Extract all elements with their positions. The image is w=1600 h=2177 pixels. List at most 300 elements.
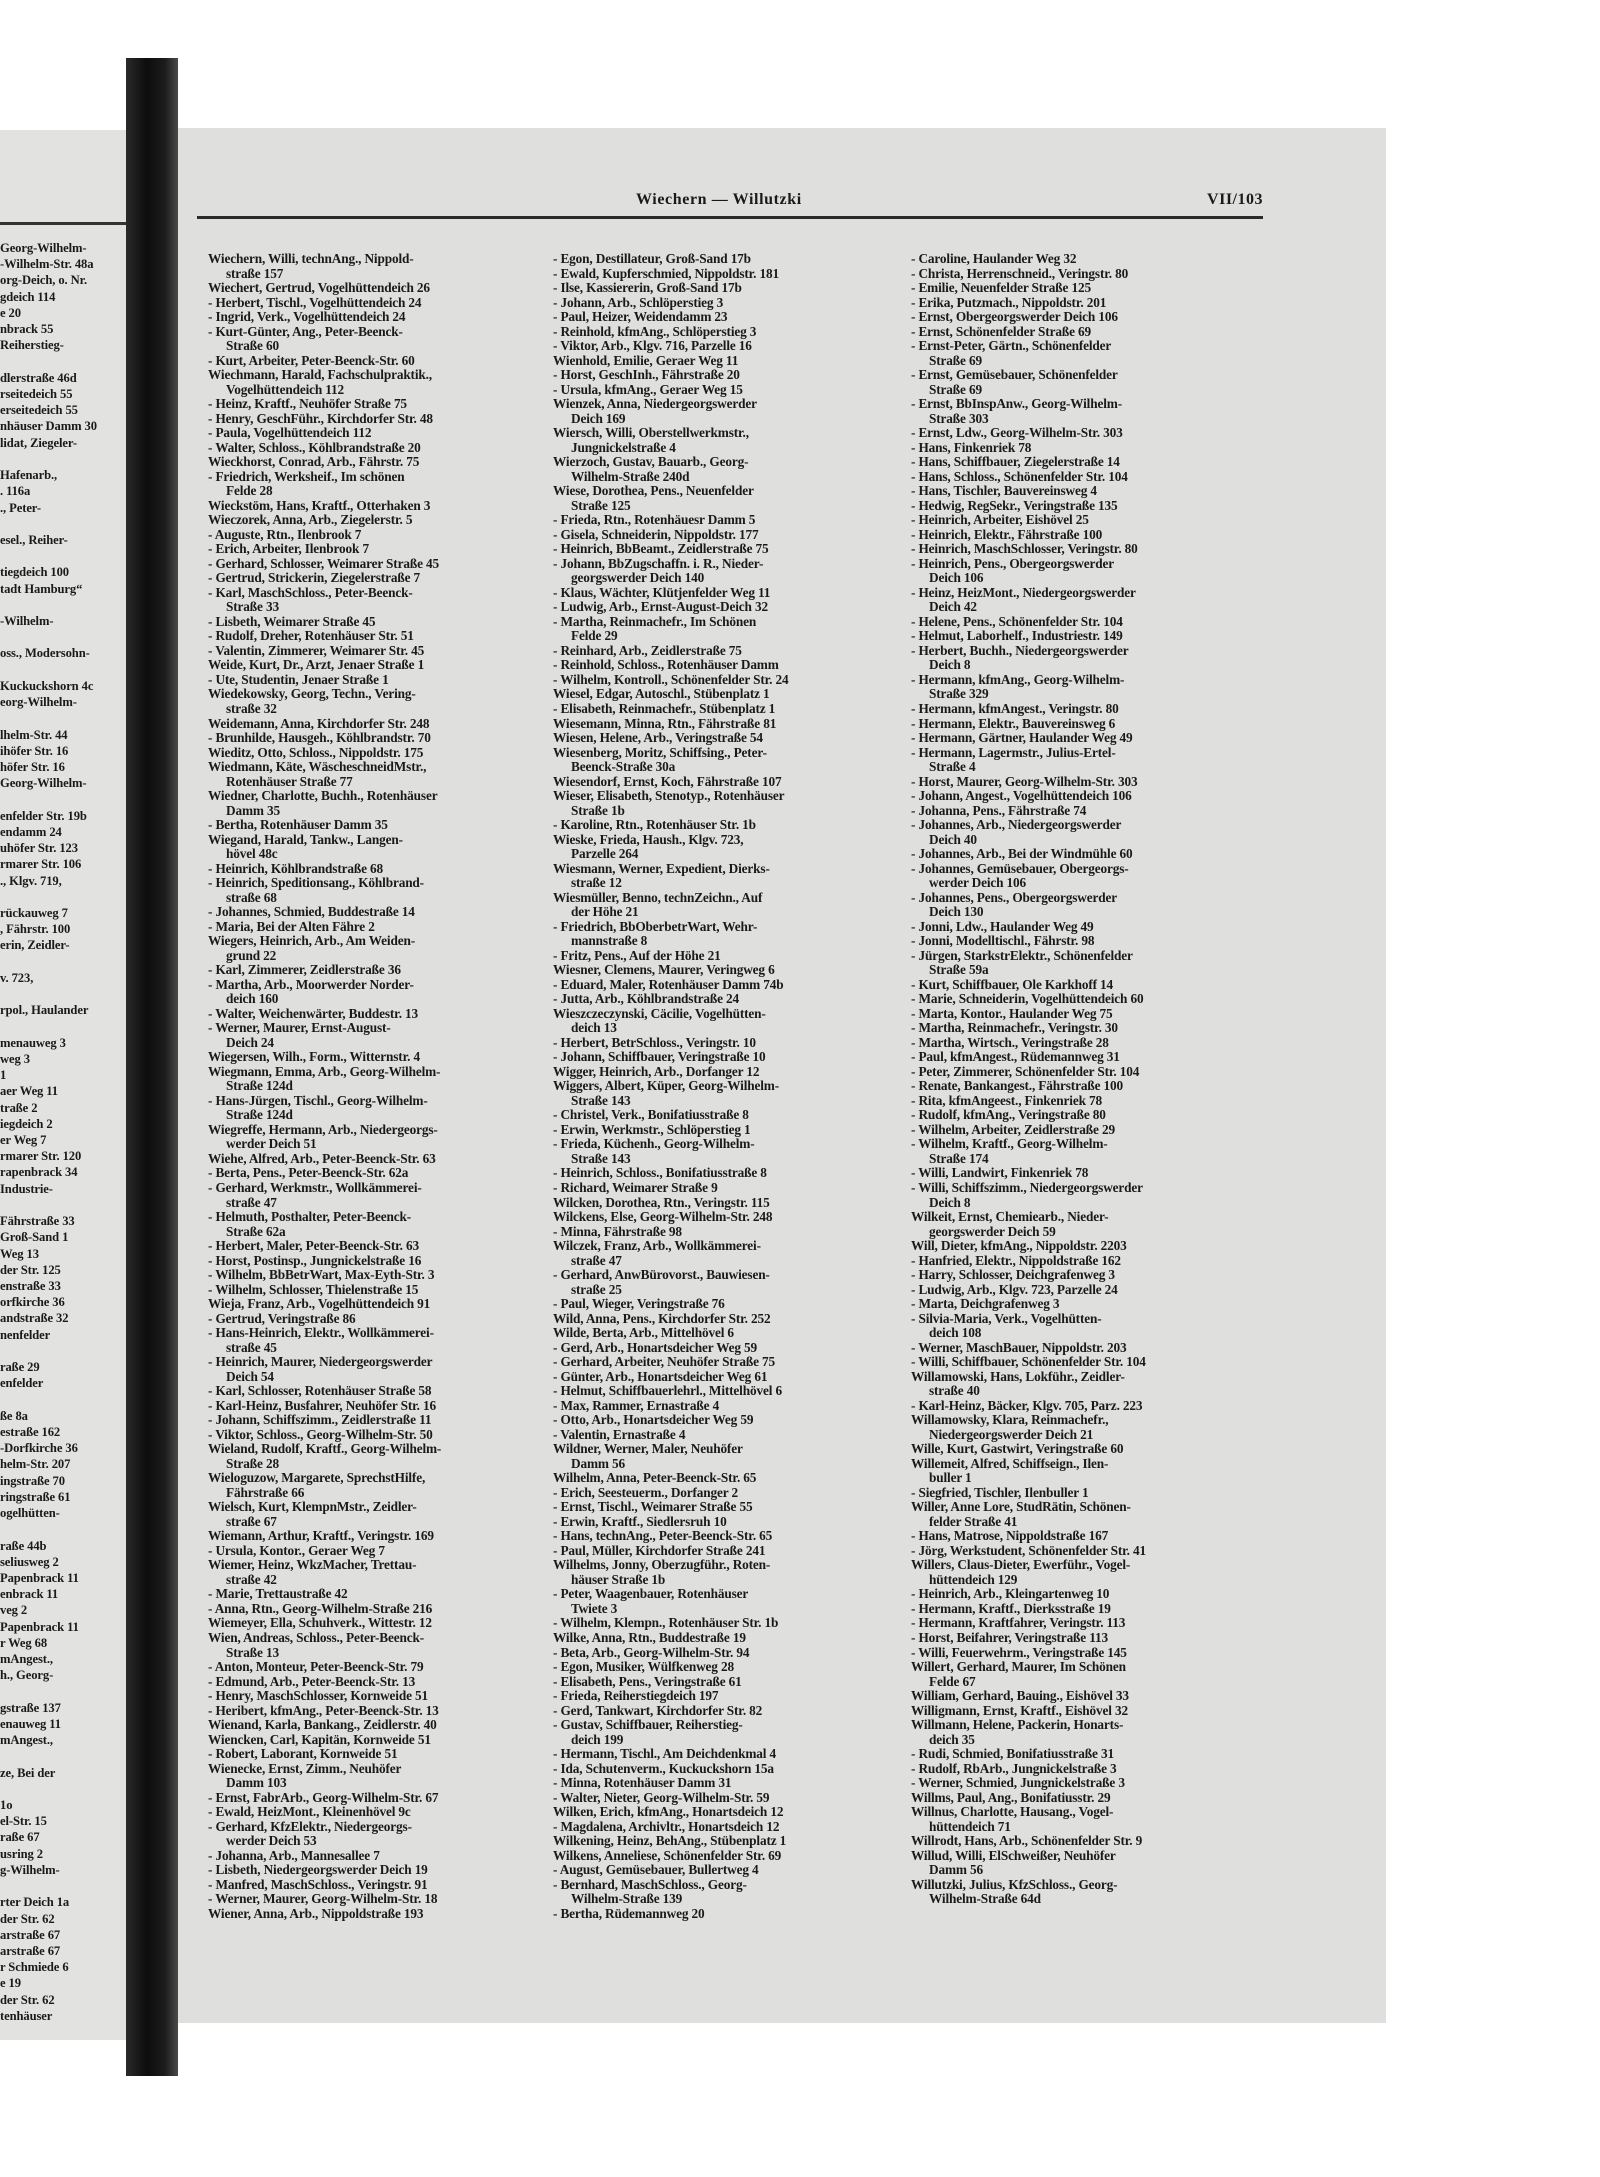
directory-entry-line: - Helmut, Laborhelf., Industriestr. 149 bbox=[911, 628, 1123, 644]
directory-entry-line: Willer, Anne Lore, StudRätin, Schönen- bbox=[911, 1499, 1131, 1515]
directory-entry-line: - Wilhelm, Klempn., Rotenhäuser Str. 1b bbox=[553, 1615, 779, 1631]
left-fragment-line: dlerstraße 46d bbox=[0, 370, 77, 385]
directory-entry-line: - Lisbeth, Weimarer Straße 45 bbox=[208, 613, 376, 629]
directory-entry-line: - Viktor, Schloss., Georg-Wilhelm-Str. 50 bbox=[208, 1426, 433, 1442]
left-fragment-line: erseitedeich 55 bbox=[0, 403, 78, 418]
left-fragment-line: arstraße 67 bbox=[0, 1943, 61, 1958]
entry-continuation-line: Deich 8 bbox=[929, 1194, 971, 1210]
directory-entry-line: - Martha, Reinmachefr., Im Schönen bbox=[553, 613, 757, 629]
directory-entry-line: - Rudolf, RbArb., Jungnickelstraße 3 bbox=[911, 1760, 1117, 1776]
directory-entry-line: - Ernst, Tischl., Weimarer Straße 55 bbox=[553, 1499, 753, 1515]
left-fragment-line: Groß-Sand 1 bbox=[0, 1230, 69, 1245]
entry-continuation-line: felder Straße 41 bbox=[929, 1513, 1018, 1529]
directory-entry-line: - Reinhold, Schloss., Rotenhäuser Damm bbox=[553, 657, 779, 673]
directory-entry-line: - Silvia-Maria, Verk., Vogelhütten- bbox=[911, 1310, 1102, 1326]
left-fragment-line: ogelhütten- bbox=[0, 1506, 60, 1521]
directory-entry-line: - Siegfried, Tischler, Ilenbuller 1 bbox=[911, 1484, 1089, 1500]
left-fragment-line: ze, Bei der bbox=[0, 1765, 56, 1780]
directory-entry-line: Willers, Claus-Dieter, Ewerführ., Vogel- bbox=[911, 1557, 1131, 1573]
directory-entry-line: - Heinrich, Köhlbrandstraße 68 bbox=[208, 860, 384, 876]
directory-entry-line: Wieszczeczynski, Cäcilie, Vogelhütten- bbox=[553, 1005, 766, 1021]
left-fragment-line: estraße 162 bbox=[0, 1424, 61, 1439]
entry-continuation-line: straße 42 bbox=[226, 1571, 277, 1587]
left-fragment-line bbox=[0, 1343, 97, 1359]
left-fragment-line: Reiherstieg- bbox=[0, 338, 64, 353]
directory-entry-line: Wiechmann, Harald, Fachschulpraktik., bbox=[208, 367, 432, 383]
directory-entry-line: - Hans-Heinrich, Elektr., Wollkämmerei- bbox=[208, 1325, 434, 1341]
left-fragment-line: rmarer Str. 120 bbox=[0, 1149, 82, 1164]
directory-entry-line: - Bernhard, MaschSchloss., Georg- bbox=[553, 1876, 747, 1892]
directory-entry-line: - Friedrich, Werksheif., Im schönen bbox=[208, 468, 405, 484]
entry-continuation-line: deich 199 bbox=[571, 1731, 624, 1747]
directory-entry-line: - Anton, Monteur, Peter-Beenck-Str. 79 bbox=[208, 1659, 424, 1675]
header-rule bbox=[197, 216, 1263, 219]
entry-continuation-line: Straße 174 bbox=[929, 1150, 989, 1166]
entry-continuation-line: Straße 1b bbox=[571, 802, 625, 818]
directory-entry-line: Wienzek, Anna, Niedergeorgswerder bbox=[553, 396, 757, 412]
entry-continuation-line: Straße 329 bbox=[929, 686, 989, 702]
directory-entry-line: Wieske, Frieda, Haush., Klgv. 723, bbox=[553, 831, 744, 847]
directory-entry-line: - Hermann, Kraftf., Dierksstraße 19 bbox=[911, 1600, 1111, 1616]
directory-entry-line: - Peter, Waagenbauer, Rotenhäuser bbox=[553, 1586, 749, 1602]
entry-continuation-line: Deich 106 bbox=[929, 570, 984, 586]
directory-entry-line: Wiesemann, Minna, Rtn., Fährstraße 81 bbox=[553, 715, 777, 731]
entry-continuation-line: Felde 28 bbox=[226, 483, 273, 499]
directory-entry-line: - Rita, kfmAngeest., Finkenriek 78 bbox=[911, 1092, 1103, 1108]
left-fragment-line: Papenbrack 11 bbox=[0, 1570, 79, 1585]
left-fragment-line bbox=[0, 986, 97, 1002]
directory-entry-line: - Jonni, Ldw., Haulander Weg 49 bbox=[911, 918, 1094, 934]
left-page-entry-fragments bbox=[0, 240, 97, 2024]
left-fragment-line: mAngest., bbox=[0, 1652, 53, 1667]
directory-entry-line: - Willi, Schiffbauer, Schönenfelder Str. 104 bbox=[911, 1354, 1146, 1370]
directory-entry-line: Wieser, Elisabeth, Stenotyp., Rotenhäuser bbox=[553, 788, 785, 804]
directory-entry-line: - Viktor, Arb., Klgv. 716, Parzelle 16 bbox=[553, 338, 752, 354]
directory-entry-line: - Helmut, Schiffbauerlehrl., Mittelhövel 6 bbox=[553, 1383, 782, 1399]
left-fragment-line: h., Georg- bbox=[0, 1668, 54, 1683]
directory-entry-line: Wienand, Karla, Bankang., Zeidlerstr. 40 bbox=[208, 1717, 437, 1733]
entry-continuation-line: Deich 42 bbox=[929, 599, 977, 615]
entry-column-2 bbox=[553, 252, 908, 1921]
directory-entry-line: Wiechern, Willi, technAng., Nippold- bbox=[208, 251, 414, 266]
directory-entry-line: - Karoline, Rtn., Rotenhäuser Str. 1b bbox=[553, 817, 756, 833]
left-fragment-line: raße 67 bbox=[0, 1830, 40, 1845]
directory-entry-line: - Ursula, kfmAng., Geraer Weg 15 bbox=[553, 381, 743, 397]
directory-entry-line: - Johannes, Schmied, Buddestraße 14 bbox=[208, 904, 415, 920]
directory-entry-line: Wiesel, Edgar, Autoschl., Stübenplatz 1 bbox=[553, 686, 770, 702]
directory-entry-line: - Herbert, Maler, Peter-Beenck-Str. 63 bbox=[208, 1238, 420, 1254]
directory-entry-line: Wiesmann, Werner, Expedient, Dierks- bbox=[553, 860, 770, 876]
entry-continuation-line: Straße 60 bbox=[226, 338, 279, 354]
entry-continuation-line: georgswerder Deich 140 bbox=[571, 570, 705, 586]
directory-entry-line: - Helene, Pens., Schönenfelder Str. 104 bbox=[911, 613, 1123, 629]
directory-entry-line: - Johann, BbZugschaffn. i. R., Nieder- bbox=[553, 555, 764, 571]
left-fragment-line: enfelder Str. 19b bbox=[0, 808, 87, 823]
directory-entry-line: Wiese, Dorothea, Pens., Neuenfelder bbox=[553, 483, 754, 499]
directory-entry-line: - Karl, MaschSchloss., Peter-Beenck- bbox=[208, 584, 413, 600]
directory-entry-line: - Hans, Tischler, Bauvereinsweg 4 bbox=[911, 483, 1097, 499]
directory-entry-line: Wiencken, Carl, Kapitän, Kornweide 51 bbox=[208, 1731, 431, 1747]
directory-entry-line: Wilckens, Else, Georg-Wilhelm-Str. 248 bbox=[553, 1209, 773, 1225]
directory-entry-line: - Hermann, kfmAngest., Veringstr. 80 bbox=[911, 700, 1119, 716]
directory-entry-line: - Heinrich, Arbeiter, Eishövel 25 bbox=[911, 512, 1089, 528]
entry-continuation-line: deich 13 bbox=[571, 1020, 617, 1036]
entry-continuation-line: Deich 8 bbox=[929, 657, 971, 673]
left-fragment-line bbox=[0, 710, 97, 726]
left-fragment-line: e 20 bbox=[0, 305, 21, 320]
entry-continuation-line: Straße 124d bbox=[226, 1107, 293, 1123]
left-fragment-line: r Schmiede 6 bbox=[0, 1960, 69, 1975]
directory-entry-line: - Reinhard, Arb., Zeidlerstraße 75 bbox=[553, 642, 742, 658]
directory-entry-line: - Johanna, Arb., Mannesallee 7 bbox=[208, 1847, 380, 1863]
book-binding bbox=[126, 58, 178, 2076]
directory-entry-line: - Helmuth, Posthalter, Peter-Beenck- bbox=[208, 1209, 411, 1225]
directory-entry-line: - Frieda, Reiherstiegdeich 197 bbox=[553, 1688, 719, 1704]
entry-continuation-line: Fährstraße 66 bbox=[226, 1484, 305, 1500]
directory-entry-line: Wilkening, Heinz, BehAng., Stübenplatz 1 bbox=[553, 1833, 787, 1849]
directory-entry-line: - Hans, Schiffbauer, Ziegelerstraße 14 bbox=[911, 454, 1120, 470]
left-fragment-line: mAngest., bbox=[0, 1733, 53, 1748]
directory-entry-line: - Ernst, BbInspAnw., Georg-Wilhelm- bbox=[911, 396, 1122, 412]
entry-continuation-line: straße 68 bbox=[226, 889, 277, 905]
directory-entry-line: Willmann, Helene, Packerin, Honarts- bbox=[911, 1717, 1124, 1733]
left-fragment-line: aer Weg 11 bbox=[0, 1084, 59, 1099]
directory-entry-line: - Karl-Heinz, Busfahrer, Neuhöfer Str. 16 bbox=[208, 1397, 437, 1413]
directory-entry-line: - Henry, GeschFühr., Kirchdorfer Str. 48 bbox=[208, 410, 433, 426]
entry-continuation-line: deich 108 bbox=[929, 1325, 982, 1341]
entry-continuation-line: Damm 56 bbox=[571, 1455, 625, 1471]
directory-entry-line: - Hermann, Lagermstr., Julius-Ertel- bbox=[911, 744, 1116, 760]
left-fragment-line: usring 2 bbox=[0, 1846, 43, 1861]
left-fragment-line: andstraße 32 bbox=[0, 1311, 69, 1326]
directory-entry-line: - Ute, Studentin, Jenaer Straße 1 bbox=[208, 671, 389, 687]
directory-entry-line: Wilhelm, Anna, Peter-Beenck-Str. 65 bbox=[553, 1470, 757, 1486]
left-fragment-line: enstraße 33 bbox=[0, 1279, 61, 1293]
left-fragment-line bbox=[0, 662, 97, 678]
directory-entry-line: - Willi, Feuerwehrm., Veringstraße 145 bbox=[911, 1644, 1127, 1660]
left-fragment-line bbox=[0, 1683, 97, 1699]
left-fragment-line bbox=[0, 889, 97, 905]
left-fragment-line: g-Wilhelm- bbox=[0, 1862, 60, 1877]
directory-entry-line: Willud, Willi, ElSchweißer, Neuhöfer bbox=[911, 1847, 1116, 1863]
entry-continuation-line: werder Deich 51 bbox=[226, 1136, 317, 1152]
directory-entry-line: - Otto, Arb., Honartsdeicher Weg 59 bbox=[553, 1412, 754, 1428]
entry-continuation-line: Straße 143 bbox=[571, 1092, 631, 1108]
entry-continuation-line: buller 1 bbox=[929, 1470, 972, 1486]
entry-continuation-line: straße 32 bbox=[226, 700, 277, 716]
left-fragment-line: Papenbrack 11 bbox=[0, 1619, 79, 1634]
entry-continuation-line: werder Deich 106 bbox=[929, 875, 1027, 891]
directory-entry-line: - Karl, Schlosser, Rotenhäuser Straße 58 bbox=[208, 1383, 432, 1399]
directory-entry-line: Wildner, Werner, Maler, Neuhöfer bbox=[553, 1441, 743, 1457]
directory-entry-line: - Johann, Arb., Schlöperstieg 3 bbox=[553, 294, 724, 310]
page-number: VII/103 bbox=[1207, 191, 1263, 208]
left-fragment-line: eorg-Wilhelm- bbox=[0, 695, 77, 710]
left-fragment-line: orfkirche 36 bbox=[0, 1295, 65, 1310]
left-fragment-line: rseitedeich 55 bbox=[0, 386, 73, 401]
entry-continuation-line: Deich 169 bbox=[571, 410, 626, 426]
directory-entry-line: - Gerhard, Arbeiter, Neuhöfer Straße 75 bbox=[553, 1354, 776, 1370]
directory-entry-line: Will, Dieter, kfmAng., Nippoldstr. 2203 bbox=[911, 1238, 1127, 1254]
directory-entry-line: Willamowski, Hans, Lokführ., Zeidler- bbox=[911, 1368, 1125, 1384]
directory-entry-line: - Egon, Musiker, Wülfkenweg 28 bbox=[553, 1659, 734, 1675]
directory-entry-line: - Valentin, Ernastraße 4 bbox=[553, 1426, 686, 1442]
left-fragment-line: gstraße 137 bbox=[0, 1700, 61, 1715]
directory-entry-line: - Fritz, Pens., Auf der Höhe 21 bbox=[553, 947, 721, 963]
directory-entry-line: Wiedekowsky, Georg, Techn., Vering- bbox=[208, 686, 416, 702]
directory-entry-line: - Bertha, Rüdemannweg 20 bbox=[553, 1905, 705, 1921]
directory-entry-line: - Paula, Vogelhüttendeich 112 bbox=[208, 425, 372, 441]
entry-continuation-line: Jungnickelstraße 4 bbox=[571, 439, 676, 455]
directory-entry-line: - Ewald, Kupferschmied, Nippoldstr. 181 bbox=[553, 265, 780, 281]
directory-entry-line: - Ingrid, Verk., Vogelhüttendeich 24 bbox=[208, 309, 406, 325]
directory-entry-line: Wiesendorf, Ernst, Koch, Fährstraße 107 bbox=[553, 773, 782, 789]
left-fragment-line: tiegdeich 100 bbox=[0, 565, 70, 580]
entry-continuation-line: Wilhelm-Straße 240d bbox=[571, 468, 690, 484]
directory-entry-line: Wiesmüller, Benno, technZeichn., Auf bbox=[553, 889, 763, 905]
entry-continuation-line: Damm 35 bbox=[226, 802, 280, 818]
directory-entry-line: - Johannes, Pens., Obergeorgswerder bbox=[911, 889, 1117, 905]
left-fragment-line: Weg 13 bbox=[0, 1246, 39, 1261]
entry-continuation-line: mannstraße 8 bbox=[571, 933, 648, 949]
directory-entry-line: - August, Gemüsebauer, Bullertweg 4 bbox=[553, 1862, 759, 1878]
entry-continuation-line: Felde 29 bbox=[571, 628, 618, 644]
directory-entry-line: Wiesen, Helene, Arb., Veringstraße 54 bbox=[553, 730, 763, 746]
directory-entry-line: - Martha, Arb., Moorwerder Norder- bbox=[208, 976, 414, 992]
directory-entry-line: - Paul, kfmAngest., Rüdemannweg 31 bbox=[911, 1049, 1120, 1065]
entry-continuation-line: der Höhe 21 bbox=[571, 904, 639, 920]
directory-entry-line: Wilczek, Franz, Arb., Wollkämmerei- bbox=[553, 1238, 761, 1254]
directory-entry-line: Wild, Anna, Pens., Kirchdorfer Str. 252 bbox=[553, 1310, 771, 1326]
directory-entry-line: - Friedrich, BbOberbetrWart, Wehr- bbox=[553, 918, 758, 934]
entry-continuation-line: straße 45 bbox=[226, 1339, 277, 1355]
directory-entry-line: - Anna, Rtn., Georg-Wilhelm-Straße 216 bbox=[208, 1600, 433, 1616]
directory-entry-line: - Jörg, Werkstudent, Schönenfelder Str. 41 bbox=[911, 1542, 1147, 1558]
directory-entry-line: - Eduard, Maler, Rotenhäuser Damm 74b bbox=[553, 976, 784, 992]
directory-entry-line: - Herbert, BetrSchloss., Veringstr. 10 bbox=[553, 1034, 756, 1050]
entry-continuation-line: Straße 69 bbox=[929, 352, 982, 368]
entry-continuation-line: häuser Straße 1b bbox=[571, 1571, 666, 1587]
directory-entry-line: - Horst, Beifahrer, Veringstraße 113 bbox=[911, 1629, 1108, 1645]
page-header bbox=[178, 188, 1263, 218]
directory-entry-line: - Renate, Bankangest., Fährstraße 100 bbox=[911, 1078, 1123, 1094]
left-fragment-line: ., Peter- bbox=[0, 500, 41, 515]
directory-entry-line: Wiedner, Charlotte, Buchh., Rotenhäuser bbox=[208, 788, 438, 804]
directory-entry-line: - Hans, Matrose, Nippoldstraße 167 bbox=[911, 1528, 1109, 1544]
directory-entry-line: Wilken, Erich, kfmAng., Honartsdeich 12 bbox=[553, 1804, 784, 1820]
directory-entry-line: - Werner, Maurer, Georg-Wilhelm-Str. 18 bbox=[208, 1891, 438, 1907]
directory-entry-line: - Ursula, Kontor., Geraer Weg 7 bbox=[208, 1542, 385, 1558]
directory-entry-line: - Wilhelm, Arbeiter, Zeidlerstraße 29 bbox=[911, 1121, 1115, 1137]
left-fragment-line: enauweg 11 bbox=[0, 1716, 61, 1731]
left-fragment-line bbox=[0, 1197, 97, 1213]
left-fragment-line: traße 2 bbox=[0, 1100, 38, 1115]
left-fragment-line: esel., Reiher- bbox=[0, 532, 68, 547]
directory-entry-line: - Robert, Laborant, Kornweide 51 bbox=[208, 1746, 398, 1762]
directory-entry-line: - Hedwig, RegSekr., Veringstraße 135 bbox=[911, 497, 1118, 513]
left-fragment-line bbox=[0, 451, 97, 467]
entry-continuation-line: straße 47 bbox=[571, 1252, 622, 1268]
left-fragment-line: der Str. 125 bbox=[0, 1262, 61, 1277]
directory-entry-line: - Marie, Schneiderin, Vogelhüttendeich 60 bbox=[911, 991, 1144, 1007]
directory-entry-line: Wiesenberg, Moritz, Schiffsing., Peter- bbox=[553, 744, 767, 760]
directory-entry-line: Wieckhorst, Conrad, Arb., Fährstr. 75 bbox=[208, 454, 420, 470]
directory-entry-line: - Wilhelm, BbBetrWart, Max-Eyth-Str. 3 bbox=[208, 1267, 435, 1283]
left-fragment-line: lidat, Ziegeler- bbox=[0, 435, 77, 450]
entry-continuation-line: Deich 54 bbox=[226, 1368, 274, 1384]
directory-entry-line: - Gerhard, KfzElektr., Niedergeorgs- bbox=[208, 1818, 412, 1834]
directory-entry-line: - Hermann, Gärtner, Haulander Weg 49 bbox=[911, 730, 1133, 746]
directory-entry-line: - Hermann, Elektr., Bauvereinsweg 6 bbox=[911, 715, 1116, 731]
left-fragment-line: rpol., Haulander bbox=[0, 1003, 89, 1018]
directory-entry-line: - Horst, GeschInh., Fährstraße 20 bbox=[553, 367, 740, 383]
entry-continuation-line: straße 12 bbox=[571, 875, 622, 891]
left-fragment-line: Georg-Wilhelm- bbox=[0, 241, 87, 255]
directory-entry-line: - Walter, Nieter, Georg-Wilhelm-Str. 59 bbox=[553, 1789, 770, 1805]
directory-entry-line: - Ewald, HeizMont., Kleinenhövel 9c bbox=[208, 1804, 411, 1820]
directory-entry-line: Wiegreffe, Hermann, Arb., Niedergeorgs- bbox=[208, 1121, 438, 1137]
directory-entry-line: Wiehe, Alfred, Arb., Peter-Beenck-Str. 63 bbox=[208, 1150, 436, 1166]
left-fragment-line: der Str. 62 bbox=[0, 1911, 55, 1926]
directory-entry-line: - Walter, Schloss., Köhlbrandstraße 20 bbox=[208, 439, 421, 455]
entry-continuation-line: Straße 33 bbox=[226, 599, 279, 615]
left-fragment-line: 1 bbox=[0, 1068, 7, 1083]
directory-entry-line: - Hans, Finkenriek 78 bbox=[911, 439, 1032, 455]
directory-entry-line: - Egon, Destillateur, Groß-Sand 17b bbox=[553, 251, 751, 266]
directory-entry-line: - Hans-Jürgen, Tischl., Georg-Wilhelm- bbox=[208, 1092, 428, 1108]
directory-entry-line: Willrodt, Hans, Arb., Schönenfelder Str. 9 bbox=[911, 1833, 1143, 1849]
left-fragment-line: tadt Hamburg“ bbox=[0, 581, 83, 596]
directory-entry-line: - Werner, Maurer, Ernst-August- bbox=[208, 1020, 391, 1036]
left-fragment-line: -Wilhelm- bbox=[0, 614, 54, 629]
left-fragment-line bbox=[0, 1748, 97, 1764]
directory-entry-line: - Paul, Wieger, Veringstraße 76 bbox=[553, 1296, 725, 1312]
directory-entry-line: - Rudolf, kfmAng., Veringstraße 80 bbox=[911, 1107, 1106, 1123]
directory-entry-line: - Heinrich, BbBeamt., Zeidlerstraße 75 bbox=[553, 541, 769, 557]
directory-entry-line: - Johanna, Pens., Fährstraße 74 bbox=[911, 802, 1087, 818]
directory-entry-line: - Hermann, kfmAng., Georg-Wilhelm- bbox=[911, 671, 1125, 687]
directory-entry-line: Wiggers, Albert, Küper, Georg-Wilhelm- bbox=[553, 1078, 779, 1094]
directory-entry-line: - Wilhelm, Kraftf., Georg-Wilhelm- bbox=[911, 1136, 1108, 1152]
directory-entry-line: - Ernst, Obergeorgswerder Deich 106 bbox=[911, 309, 1118, 325]
left-fragment-line bbox=[0, 1521, 97, 1537]
directory-entry-line: Wieja, Franz, Arb., Vogelhüttendeich 91 bbox=[208, 1296, 431, 1312]
left-fragment-line: ingstraße 70 bbox=[0, 1473, 65, 1488]
left-fragment-line: Kuckuckshorn 4c bbox=[0, 678, 94, 693]
entry-continuation-line: Straße 303 bbox=[929, 410, 989, 426]
directory-entry-line: - Valentin, Zimmerer, Weimarer Str. 45 bbox=[208, 642, 425, 658]
directory-entry-line: - Herbert, Buchh., Niedergeorgswerder bbox=[911, 642, 1129, 658]
left-fragment-line: el-Str. 15 bbox=[0, 1814, 47, 1829]
directory-entry-line: Wiersch, Willi, Oberstellwerkmstr., bbox=[553, 425, 749, 441]
directory-entry-line: - Günter, Arb., Honartsdeicher Weg 61 bbox=[553, 1368, 768, 1384]
entry-continuation-line: Straße 4 bbox=[929, 759, 976, 775]
directory-entry-line: - Werner, Schmied, Jungnickelstraße 3 bbox=[911, 1775, 1125, 1791]
directory-entry-line: - Richard, Weimarer Straße 9 bbox=[553, 1180, 718, 1195]
directory-entry-line: Wieditz, Otto, Schloss., Nippoldstr. 175 bbox=[208, 744, 424, 760]
directory-entry-line: Wiechert, Gertrud, Vogelhüttendeich 26 bbox=[208, 280, 430, 296]
directory-entry-line: - Hermann, Kraftfahrer, Veringstr. 113 bbox=[911, 1615, 1126, 1631]
directory-entry-line: Willms, Paul, Ang., Bonifatiusstr. 29 bbox=[911, 1789, 1111, 1805]
left-fragment-line: , Fährstr. 100 bbox=[0, 922, 71, 937]
directory-entry-line: - Harry, Schlosser, Deichgrafenweg 3 bbox=[911, 1267, 1115, 1283]
left-fragment-line: v. 723, bbox=[0, 970, 34, 985]
left-fragment-line: arstraße 67 bbox=[0, 1927, 61, 1942]
directory-entry-line: - Christel, Verk., Bonifatiusstraße 8 bbox=[553, 1107, 749, 1123]
directory-entry-line: Wielsch, Kurt, KlempnMstr., Zeidler- bbox=[208, 1499, 417, 1515]
directory-entry-line: Weidemann, Anna, Kirchdorfer Str. 248 bbox=[208, 715, 430, 731]
directory-entry-line: - Paul, Heizer, Weidendamm 23 bbox=[553, 309, 728, 325]
directory-entry-line: - Johannes, Gemüsebauer, Obergeorgs- bbox=[911, 860, 1129, 876]
left-fragment-line: raße 29 bbox=[0, 1360, 40, 1375]
directory-entry-line: - Beta, Arb., Georg-Wilhelm-Str. 94 bbox=[553, 1644, 750, 1660]
left-fragment-line: org-Deich, o. Nr. bbox=[0, 273, 88, 288]
directory-entry-line: - Berta, Pens., Peter-Beenck-Str. 62a bbox=[208, 1165, 409, 1181]
directory-entry-line: - Bertha, Rotenhäuser Damm 35 bbox=[208, 817, 388, 833]
directory-entry-line: - Brunhilde, Hausgeh., Köhlbrandstr. 70 bbox=[208, 730, 431, 746]
directory-entry-line: - Gerhard, AnwBürovorst., Bauwiesen- bbox=[553, 1267, 770, 1283]
entry-continuation-line: Twiete 3 bbox=[571, 1600, 618, 1616]
entry-continuation-line: Niedergeorgswerder Deich 21 bbox=[929, 1426, 1094, 1442]
left-fragment-line bbox=[0, 1781, 97, 1797]
directory-entry-line: - Marta, Kontor., Haulander Weg 75 bbox=[911, 1005, 1113, 1021]
directory-entry-line: - Frieda, Küchenh., Georg-Wilhelm- bbox=[553, 1136, 755, 1152]
directory-entry-line: - Ernst, Schönenfelder Straße 69 bbox=[911, 323, 1091, 339]
directory-entry-line: Wilkens, Anneliese, Schönenfelder Str. 69 bbox=[553, 1847, 782, 1863]
directory-entry-line: - Heinrich, Arb., Kleingartenweg 10 bbox=[911, 1586, 1110, 1602]
directory-entry-line: - Elisabeth, Reinmachefr., Stübenplatz 1 bbox=[553, 700, 776, 716]
directory-entry-line: - Willi, Landwirt, Finkenriek 78 bbox=[911, 1165, 1089, 1181]
left-fragment-line: nhäuser Damm 30 bbox=[0, 419, 97, 434]
directory-entry-line: - Max, Rammer, Ernastraße 4 bbox=[553, 1397, 720, 1413]
directory-entry-line: - Minna, Fährstraße 98 bbox=[553, 1223, 682, 1239]
directory-entry-line: - Hans, Schloss., Schönenfelder Str. 104 bbox=[911, 468, 1128, 484]
left-fragment-line: er Weg 7 bbox=[0, 1133, 47, 1148]
left-fragment-line bbox=[0, 597, 97, 613]
directory-entry-line: - Rudolf, Dreher, Rotenhäuser Str. 51 bbox=[208, 628, 414, 644]
directory-entry-line: - Marta, Deichgrafenweg 3 bbox=[911, 1296, 1060, 1312]
entry-column-1 bbox=[208, 252, 548, 1921]
entry-continuation-line: Straße 13 bbox=[226, 1644, 279, 1660]
entry-continuation-line: georgswerder Deich 59 bbox=[929, 1223, 1056, 1239]
left-facing-page bbox=[0, 130, 126, 2040]
directory-entry-line: - Peter, Zimmerer, Schönenfelder Str. 104 bbox=[911, 1063, 1140, 1079]
entry-continuation-line: deich 35 bbox=[929, 1731, 975, 1747]
directory-entry-line: - Gerd, Tankwart, Kirchdorfer Str. 82 bbox=[553, 1702, 763, 1718]
directory-entry-line: Wiener, Anna, Arb., Nippoldstraße 193 bbox=[208, 1905, 424, 1921]
directory-entry-line: - Werner, MaschBauer, Nippoldstr. 203 bbox=[911, 1339, 1127, 1355]
directory-entry-line: - Klaus, Wächter, Klütjenfelder Weg 11 bbox=[553, 584, 771, 600]
directory-entry-line: - Kurt, Schiffbauer, Ole Karkhoff 14 bbox=[911, 976, 1114, 992]
directory-entry-line: - Karl-Heinz, Bäcker, Klgv. 705, Parz. 223 bbox=[911, 1397, 1143, 1413]
directory-entry-line: - Heinrich, Maurer, Niedergeorgswerder bbox=[208, 1354, 433, 1370]
entry-continuation-line: deich 160 bbox=[226, 991, 279, 1007]
directory-entry-line: - Johannes, Arb., Bei der Windmühle 60 bbox=[911, 846, 1133, 862]
left-fragment-line bbox=[0, 354, 97, 370]
directory-entry-line: - Ernst, Gemüsebauer, Schönenfelder bbox=[911, 367, 1118, 383]
directory-entry-line: - Erich, Seesteuerm., Dorfanger 2 bbox=[553, 1484, 738, 1500]
left-fragment-line: ße 8a bbox=[0, 1408, 28, 1423]
directory-entry-line: Wiemer, Heinz, WkzMacher, Trettau- bbox=[208, 1557, 417, 1573]
directory-entry-line: - Willi, Schiffszimm., Niedergeorgswerder bbox=[911, 1180, 1143, 1195]
directory-entry-line: - Heinrich, Elektr., Fährstraße 100 bbox=[911, 526, 1103, 542]
left-fragment-line: ., Klgv. 719, bbox=[0, 873, 62, 888]
directory-entry-line: - Ludwig, Arb., Ernst-August-Deich 32 bbox=[553, 599, 768, 615]
entry-continuation-line: Damm 103 bbox=[226, 1775, 287, 1791]
directory-entry-line: - Gerd, Arb., Honartsdeicher Weg 59 bbox=[553, 1339, 758, 1355]
left-fragment-line: -Wilhelm-Str. 48a bbox=[0, 257, 94, 272]
entry-column-3 bbox=[911, 252, 1266, 1907]
